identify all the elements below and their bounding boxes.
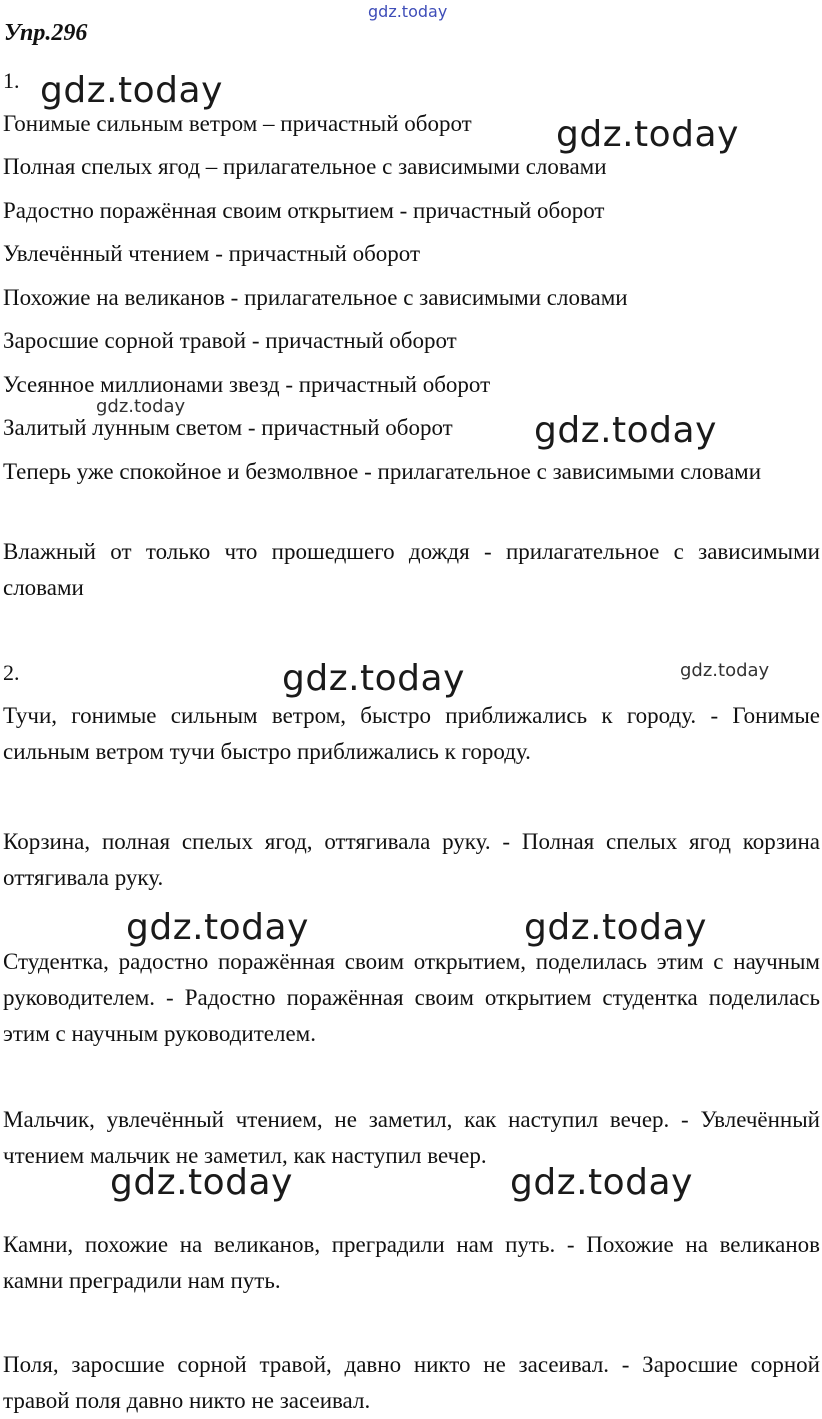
- watermark: gdz.today: [556, 114, 739, 155]
- part2-paragraph: Поля, заросшие сорной травой, давно никто не засеивал. - Заросшие сорной травой поля давно никто не засеивал.: [3, 1352, 820, 1413]
- watermark: gdz.today: [282, 658, 465, 699]
- part2-paragraph: Тучи, гонимые сильным ветром, быстро приближались к городу. - Гонимые сильным ветром тучи быстро приближались к городу.: [3, 703, 820, 764]
- part2-paragraph: Камни, похожие на великанов, преградили нам путь. - Похожие на великанов камни преградили нам путь.: [3, 1232, 820, 1293]
- part1-line: Заросшие сорной травой - причастный оборот: [3, 328, 457, 353]
- part1-line: Гонимые сильным ветром – причастный оборот: [3, 111, 472, 136]
- watermark: gdz.today: [110, 1162, 293, 1203]
- watermark: gdz.today: [680, 660, 770, 681]
- part1-number: 1.: [3, 68, 20, 93]
- watermark: gdz.today: [534, 410, 717, 451]
- part2-number: 2.: [3, 660, 20, 685]
- part1-line: Залитый лунным светом - причастный оборот: [3, 415, 453, 440]
- watermark: gdz.today: [510, 1162, 693, 1203]
- part1-line: Влажный от только что прошедшего дождя - прилагательное с зависимыми словами: [3, 539, 820, 600]
- watermark: gdz.today: [368, 2, 448, 21]
- exercise-title: Упр.296: [4, 20, 88, 46]
- watermark: gdz.today: [40, 70, 223, 111]
- part2-paragraph: Мальчик, увлечённый чтением, не заметил, как наступил вечер. - Увлечённый чтением мальчик не заметил, как наступил вечер.: [3, 1107, 820, 1168]
- part2-paragraph: Корзина, полная спелых ягод, оттягивала руку. - Полная спелых ягод корзина оттягивала руку.: [3, 829, 820, 890]
- watermark: gdz.today: [126, 907, 309, 948]
- part1-line: Похожие на великанов - прилагательное с зависимыми словами: [3, 285, 628, 310]
- part1-line: Радостно поражённая своим открытием - причастный оборот: [3, 198, 605, 223]
- watermark: gdz.today: [96, 396, 186, 417]
- watermark: gdz.today: [524, 907, 707, 948]
- part1-line: Полная спелых ягод – прилагательное с зависимыми словами: [3, 154, 607, 179]
- part1-line: Увлечённый чтением - причастный оборот: [3, 241, 421, 266]
- part1-line: Усеянное миллионами звезд - причастный оборот: [3, 372, 491, 397]
- part2-paragraph: Студентка, радостно поражённая своим открытием, поделилась этим с научным руководителем. - Радостно поражённая своим открытием студентка поделилась этим с научным руководителем.: [3, 949, 820, 1046]
- part1-line: Теперь уже спокойное и безмолвное - прилагательное с зависимыми словами: [3, 459, 762, 484]
